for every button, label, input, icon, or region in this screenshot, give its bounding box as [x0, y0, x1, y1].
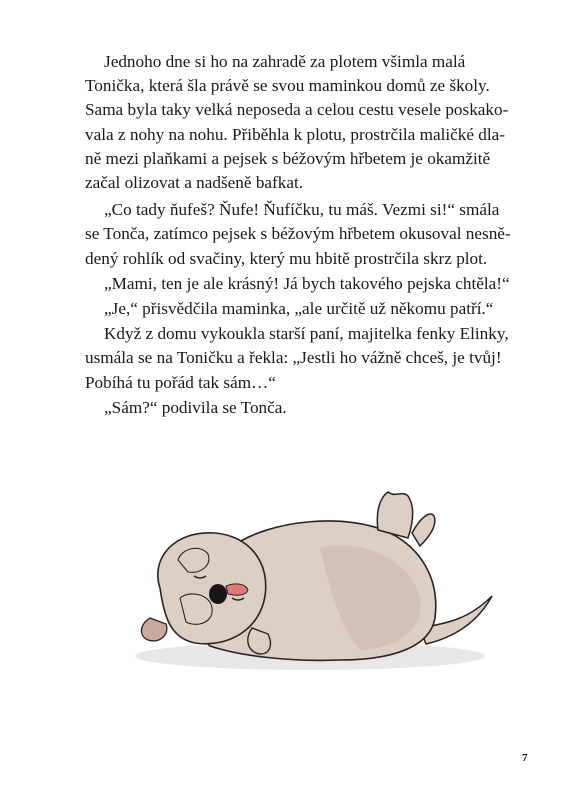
text-line: dený rohlík od svačiny, který mu hbitě prostrčila skrz plot.	[85, 248, 488, 268]
dog-ear	[141, 618, 166, 641]
paragraph	[85, 198, 534, 271]
page-number: 7	[522, 752, 528, 764]
back-leg-raised	[377, 492, 412, 538]
paragraph	[104, 297, 534, 321]
text-line: Pobíhá tu pořád tak sám…“	[85, 372, 276, 392]
text-line: vala z nohy na nohu. Přiběhla k plotu, prostrčila maličké dla-	[85, 124, 506, 144]
paragraph	[104, 272, 534, 296]
text-line: „Sám?“ podivila se Tonča.	[104, 397, 287, 417]
dog-illustration	[120, 478, 520, 688]
dog-nose	[209, 584, 227, 604]
text-line: „Co tady ňufeš? Ňufe! Ňufíčku, tu máš. Vezmi si!“ smála	[104, 200, 500, 220]
text-line: „Mami, ten je ale krásný! Já bych takového pejska chtěla!“	[104, 273, 510, 293]
text-line: Když z domu vykoukla starší paní, majitelka fenky Elinky,	[104, 324, 509, 344]
dog-lying-on-back-icon	[120, 478, 520, 688]
text-line: se Tonča, zatímco pejsek s béžovým hřbetem okusoval nesně-	[85, 224, 511, 244]
paragraph	[85, 322, 534, 395]
text-line: Jednoho dne si ho na zahradě za plotem všimla malá	[104, 52, 466, 71]
story-text	[85, 50, 534, 420]
dog-tongue	[226, 584, 248, 595]
text-line: „Je,“ přisvědčila maminka, „ale určitě už někomu patří.“	[104, 299, 494, 319]
paragraph	[104, 396, 534, 420]
back-leg	[412, 514, 435, 546]
text-line: usmála se na Toničku a řekla: „Jestli ho vážně chceš, je tvůj!	[85, 348, 502, 368]
text-line: Sama byla taky velká neposeda a celou cestu vesele poskako-	[85, 100, 509, 120]
text-line: začal olizovat a nadšeně bafkat.	[85, 173, 304, 193]
paragraph	[85, 50, 534, 195]
text-line: Tonička, která šla právě se svou maminkou domů ze školy.	[85, 76, 490, 96]
text-line: ně mezi plaňkami a pejsek s béžovým hřbetem je okamžitě	[85, 148, 491, 168]
